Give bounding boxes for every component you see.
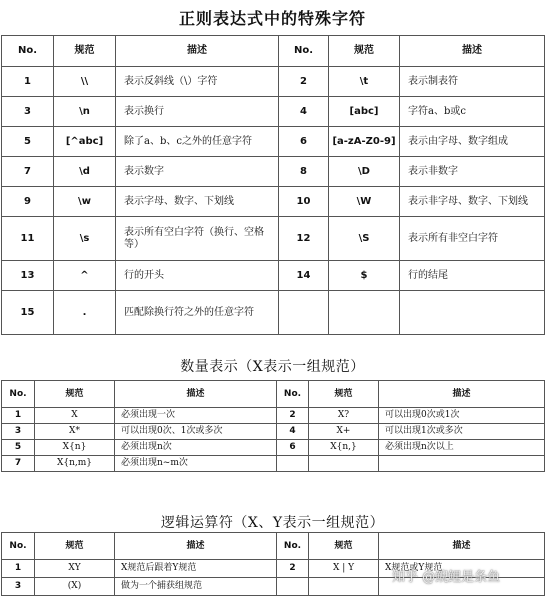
- cell-desc: 可以出现1次或多次: [379, 424, 545, 440]
- table-row: [2, 456, 545, 472]
- cell-spec: \t: [329, 67, 400, 97]
- table-row: [2, 408, 545, 424]
- cell-no: 3: [2, 578, 35, 596]
- watermark: 知乎 @鲵鲤是条鱼: [392, 570, 501, 585]
- cell-no: 11: [2, 217, 54, 261]
- cell-spec: ^: [54, 261, 116, 291]
- cell-no: 2: [277, 408, 309, 424]
- cell-desc: 表示所有空白字符（换行、空格等）: [116, 217, 279, 261]
- cell-no: [277, 456, 309, 472]
- cell-spec: \d: [54, 157, 116, 187]
- cell-no: 1: [2, 67, 54, 97]
- cell-no: 3: [2, 97, 54, 127]
- cell-no: 1: [2, 560, 35, 578]
- cell-no: 7: [2, 456, 35, 472]
- table-header-row: [2, 36, 545, 67]
- cell-no: 8: [279, 157, 329, 187]
- header-desc: 描述: [379, 533, 545, 560]
- cell-spec: X | Y: [309, 560, 379, 578]
- header-spec: 规范: [54, 36, 116, 67]
- table-row: [2, 291, 545, 335]
- header-spec: 规范: [329, 36, 400, 67]
- header-no: No.: [277, 533, 309, 560]
- quantity-title: 数量表示（X表示一组规范）: [180, 359, 365, 375]
- cell-no: 10: [279, 187, 329, 217]
- cell-no: [279, 291, 329, 335]
- cell-spec: X{n}: [35, 440, 115, 456]
- cell-spec: $: [329, 261, 400, 291]
- cell-no: 14: [279, 261, 329, 291]
- quantity-table: [1, 380, 545, 472]
- cell-spec: \W: [329, 187, 400, 217]
- cell-no: 2: [279, 67, 329, 97]
- logic-table: [1, 532, 545, 596]
- cell-desc: 表示制表符: [400, 67, 545, 97]
- cell-no: 9: [2, 187, 54, 217]
- header-spec: 规范: [35, 381, 115, 408]
- cell-spec: X{n,}: [309, 440, 379, 456]
- cell-no: 4: [277, 424, 309, 440]
- cell-desc: 除了a、b、c之外的任意字符: [116, 127, 279, 157]
- special-chars-title: 正则表达式中的特殊字符: [178, 9, 366, 28]
- table-row: [2, 127, 545, 157]
- cell-desc: 行的开头: [116, 261, 279, 291]
- table-row: [2, 67, 545, 97]
- cell-desc: 表示所有非空白字符: [400, 217, 545, 261]
- cell-no: 3: [2, 424, 35, 440]
- header-no: No.: [279, 36, 329, 67]
- cell-spec: \D: [329, 157, 400, 187]
- table-row: [2, 217, 545, 261]
- header-desc: 描述: [400, 36, 545, 67]
- table-row: [2, 261, 545, 291]
- header-desc: 描述: [379, 381, 545, 408]
- cell-no: 7: [2, 157, 54, 187]
- cell-spec: \w: [54, 187, 116, 217]
- cell-desc: 必须出现一次: [115, 408, 277, 424]
- cell-spec: \S: [329, 217, 400, 261]
- cell-desc: 表示非字母、数字、下划线: [400, 187, 545, 217]
- cell-desc: 表示非数字: [400, 157, 545, 187]
- cell-spec: [abc]: [329, 97, 400, 127]
- table-row: [2, 97, 545, 127]
- cell-spec: .: [54, 291, 116, 335]
- cell-desc: 表示反斜线（\）字符: [116, 67, 279, 97]
- cell-spec: X?: [309, 408, 379, 424]
- cell-desc: 行的结尾: [400, 261, 545, 291]
- cell-no: 6: [279, 127, 329, 157]
- header-no: No.: [2, 36, 54, 67]
- header-no: No.: [2, 381, 35, 408]
- header-no: No.: [277, 381, 309, 408]
- cell-desc: X规范后跟着Y规范: [115, 560, 277, 578]
- header-spec: 规范: [309, 381, 379, 408]
- header-desc: 描述: [115, 381, 277, 408]
- table-row: [2, 424, 545, 440]
- table-header-row: [2, 381, 545, 408]
- cell-spec: [a-zA-Z0-9]: [329, 127, 400, 157]
- cell-no: 2: [277, 560, 309, 578]
- cell-desc: 表示由字母、数字组成: [400, 127, 545, 157]
- cell-spec: \s: [54, 217, 116, 261]
- cell-no: 5: [2, 440, 35, 456]
- cell-spec: (X): [35, 578, 115, 596]
- cell-no: [277, 578, 309, 596]
- cell-spec: X{n,m}: [35, 456, 115, 472]
- cell-spec: [309, 578, 379, 596]
- logic-title: 逻辑运算符（X、Y表示一组规范）: [160, 515, 385, 531]
- cell-desc: [379, 456, 545, 472]
- cell-spec: [309, 456, 379, 472]
- cell-desc: 可以出现0次或1次: [379, 408, 545, 424]
- table-row: [2, 157, 545, 187]
- cell-spec: X*: [35, 424, 115, 440]
- cell-no: 1: [2, 408, 35, 424]
- cell-desc: 表示换行: [116, 97, 279, 127]
- header-no: No.: [2, 533, 35, 560]
- cell-desc: 表示字母、数字、下划线: [116, 187, 279, 217]
- cell-spec: \n: [54, 97, 116, 127]
- table-header-row: [2, 533, 545, 560]
- header-spec: 规范: [35, 533, 115, 560]
- cell-desc: [400, 291, 545, 335]
- header-desc: 描述: [115, 533, 277, 560]
- cell-desc: 必须出现n~m次: [115, 456, 277, 472]
- special-chars-table: [1, 35, 545, 335]
- cell-spec: [^abc]: [54, 127, 116, 157]
- header-spec: 规范: [309, 533, 379, 560]
- cell-spec: \\: [54, 67, 116, 97]
- cell-no: 6: [277, 440, 309, 456]
- cell-no: 12: [279, 217, 329, 261]
- cell-spec: [329, 291, 400, 335]
- cell-no: 13: [2, 261, 54, 291]
- cell-no: 5: [2, 127, 54, 157]
- table-row: [2, 440, 545, 456]
- cell-desc: 必须出现n次以上: [379, 440, 545, 456]
- cell-spec: XY: [35, 560, 115, 578]
- cell-desc: 做为一个捕获组规范: [115, 578, 277, 596]
- cell-spec: X+: [309, 424, 379, 440]
- cell-desc: 匹配除换行符之外的任意字符: [116, 291, 279, 335]
- cell-desc: 表示数字: [116, 157, 279, 187]
- table-row: [2, 187, 545, 217]
- header-desc: 描述: [116, 36, 279, 67]
- cell-desc: 必须出现n次: [115, 440, 277, 456]
- cell-no: 15: [2, 291, 54, 335]
- cell-spec: X: [35, 408, 115, 424]
- cell-desc: 可以出现0次、1次或多次: [115, 424, 277, 440]
- cell-desc: X规范或Y规范: [379, 560, 545, 578]
- cell-desc: 字符a、b或c: [400, 97, 545, 127]
- cell-no: 4: [279, 97, 329, 127]
